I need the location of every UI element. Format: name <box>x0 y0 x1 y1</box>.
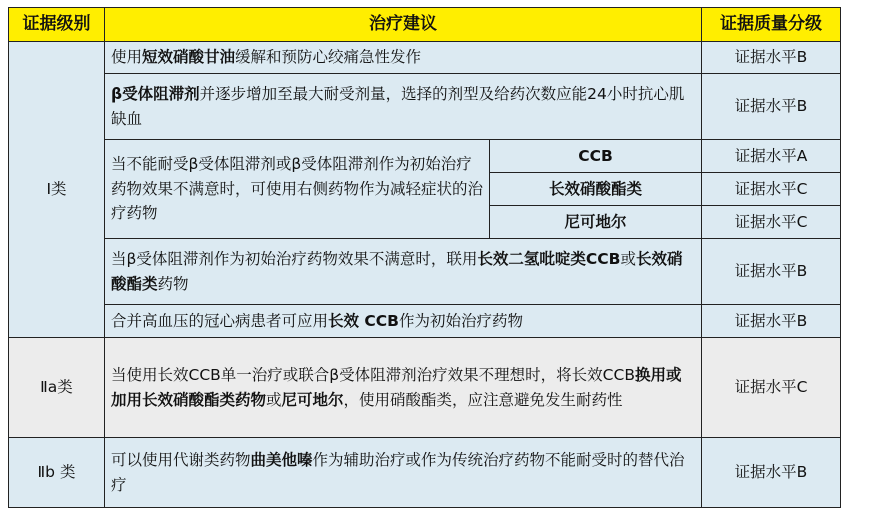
recommendation-text: β受体阻滞剂并逐步增加至最大耐受剂量，选择的剂型及给药次数应能24小时抗心肌缺血 <box>105 74 702 140</box>
header-recommendation: 治疗建议 <box>105 8 702 42</box>
recommendation-table <box>8 7 841 508</box>
recommendation-text: 当使用长效CCB单一治疗或联合β受体阻滞剂治疗效果不理想时，将长效CCB换用或加用长效硝酸酯类药物或尼可地尔，使用硝酸酯类，应注意避免发生耐药性 <box>105 338 702 438</box>
header-evidence-quality: 证据质量分级 <box>702 8 841 42</box>
table-row <box>9 239 841 305</box>
evidence-level-cell: 证据水平B <box>702 74 841 140</box>
evidence-level-cell: 证据水平C <box>702 206 841 239</box>
evidence-level-cell: 证据水平C <box>702 338 841 438</box>
class-2b-label: Ⅱb 类 <box>9 438 105 508</box>
evidence-level-cell: 证据水平A <box>702 140 841 173</box>
evidence-level-cell: 证据水平B <box>702 438 841 508</box>
class-2a-label: Ⅱa类 <box>9 338 105 438</box>
header-row <box>9 8 841 42</box>
recommendation-text: 可以使用代谢类药物曲美他嗪作为辅助治疗或作为传统治疗药物不能耐受时的替代治疗 <box>105 438 702 508</box>
table-row <box>9 305 841 338</box>
recommendation-text: 当β受体阻滞剂作为初始治疗药物效果不满意时，联用长效二氢吡啶类CCB或长效硝酸酯类药物 <box>105 239 702 305</box>
evidence-level-cell: 证据水平B <box>702 42 841 74</box>
evidence-level-cell: 证据水平B <box>702 239 841 305</box>
recommendation-text: 使用短效硝酸甘油缓解和预防心绞痛急性发作 <box>105 42 702 74</box>
table-row <box>9 338 841 438</box>
recommendation-text: 合并高血压的冠心病患者可应用长效 CCB作为初始治疗药物 <box>105 305 702 338</box>
table-row <box>9 438 841 508</box>
drug-name-cell: 尼可地尔 <box>490 206 702 239</box>
header-evidence-level: 证据级别 <box>9 8 105 42</box>
drug-name-cell: CCB <box>490 140 702 173</box>
table-row <box>9 74 841 140</box>
evidence-level-cell: 证据水平B <box>702 305 841 338</box>
class-1-label: Ⅰ类 <box>9 42 105 338</box>
evidence-level-cell: 证据水平C <box>702 173 841 206</box>
table-row <box>9 42 841 74</box>
drug-name-cell: 长效硝酸酯类 <box>490 173 702 206</box>
recommendation-text: 当不能耐受β受体阻滞剂或β受体阻滞剂作为初始治疗药物效果不满意时，可使用右侧药物作为减轻症状的治疗药物 <box>105 140 490 239</box>
table-row <box>9 140 841 173</box>
